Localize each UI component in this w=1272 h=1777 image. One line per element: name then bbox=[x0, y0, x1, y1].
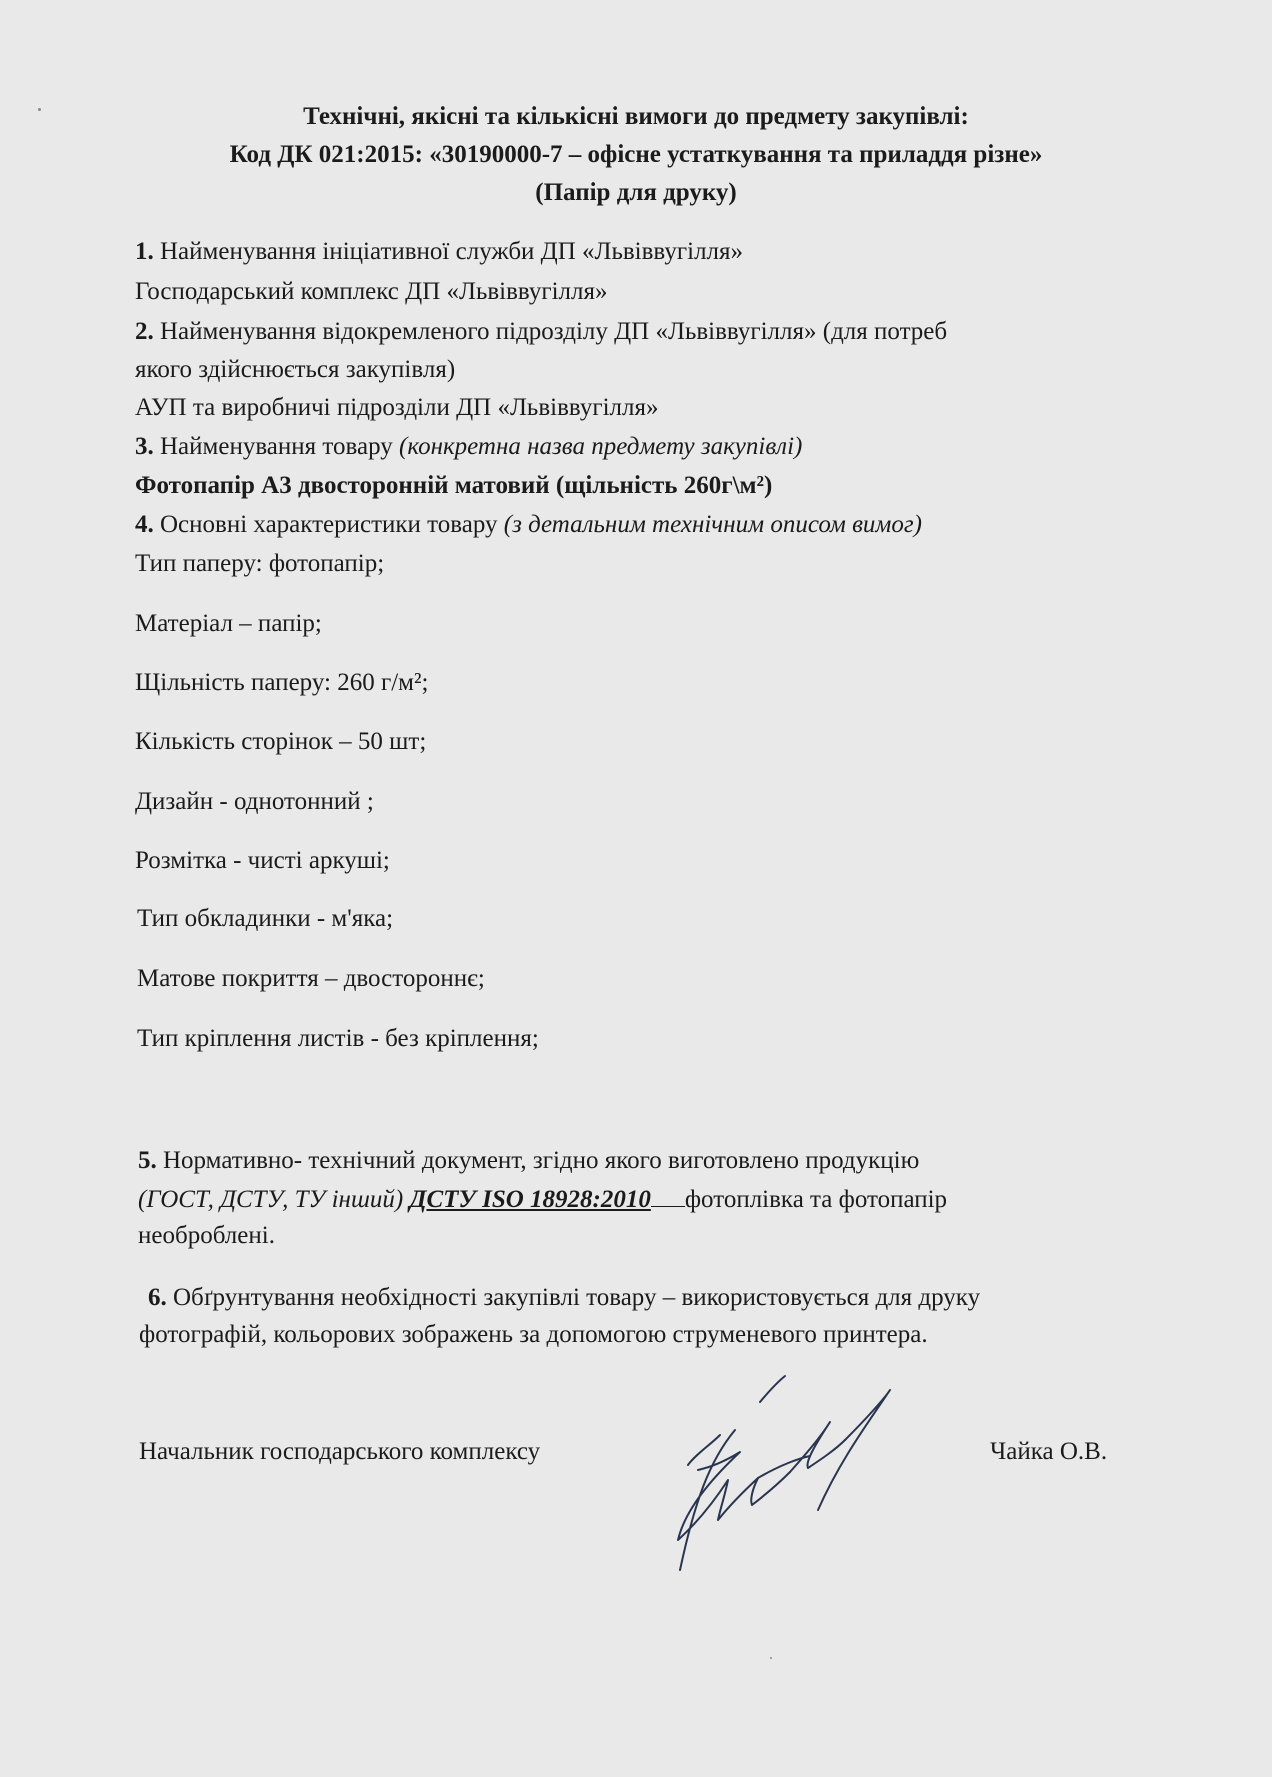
section-3-hint: (конкретна назва предмету закупівлі) bbox=[399, 433, 803, 460]
spec-item: Тип паперу: фотопапір; bbox=[135, 550, 385, 577]
spec-item: Тип кріплення листів - без кріплення; bbox=[137, 1025, 539, 1052]
section-4-number: 4. bbox=[135, 511, 154, 538]
section-2-number: 2. bbox=[135, 318, 154, 345]
section-6-text-cont: фотографій, кольорових зображень за допомогою струменевого принтера. bbox=[139, 1321, 928, 1348]
section-3-heading bbox=[135, 432, 802, 462]
section-3-label: Найменування товару bbox=[153, 433, 399, 460]
scan-speck bbox=[770, 1657, 772, 1659]
section-5-tail: фотоплівка та фотопапір bbox=[684, 1186, 948, 1213]
spec-item: Матове покриття – двостороннє; bbox=[137, 965, 485, 992]
section-2-value: АУП та виробничі підрозділи ДП «Львіввугілля» bbox=[135, 394, 659, 421]
section-4-hint: (з детальним технічним описом вимог) bbox=[503, 511, 922, 538]
section-5-hint: (ГОСТ, ДСТУ, ТУ інший) bbox=[138, 1186, 410, 1213]
signer-name: Чайка О.В. bbox=[990, 1438, 1108, 1465]
product-name: Фотопапір А3 двосторонній матовий (щільність 260г\м²) bbox=[135, 472, 773, 499]
section-3-number: 3. bbox=[135, 433, 154, 460]
section-6-number: 6. bbox=[148, 1284, 167, 1311]
spec-item: Розмітка - чисті аркуші; bbox=[135, 847, 390, 874]
section-1-value: Господарський комплекс ДП «Львіввугілля» bbox=[135, 278, 608, 305]
section-2-label: Найменування відокремленого підрозділу ДП «Львіввугілля» (для потреб bbox=[153, 318, 948, 345]
section-5-heading bbox=[138, 1146, 919, 1176]
underline-blank bbox=[651, 1184, 685, 1207]
handwritten-signature bbox=[640, 1360, 1000, 1580]
section-5-line-3: необроблені. bbox=[138, 1222, 275, 1249]
section-5-standard-line bbox=[138, 1184, 947, 1215]
section-2-heading bbox=[135, 317, 947, 347]
signer-position: Начальник господарського комплексу bbox=[139, 1438, 541, 1465]
section-4-label: Основні характеристики товару bbox=[153, 511, 504, 538]
section-1-heading bbox=[135, 237, 743, 267]
section-6-heading bbox=[148, 1283, 980, 1313]
spec-item: Тип обкладинки - м'яка; bbox=[137, 905, 394, 932]
spec-item: Щільність паперу: 260 г/м²; bbox=[135, 669, 429, 696]
section-3-value bbox=[135, 471, 772, 501]
section-6-text: Обґрунтування необхідності закупівлі товару – використовується для друку bbox=[166, 1284, 981, 1311]
title-line-1: Технічні, якісні та кількісні вимоги до предмету закупівлі: bbox=[303, 103, 969, 130]
title-line-2: Код ДК 021:2015: «30190000-7 – офісне устаткування та приладдя різне» bbox=[229, 141, 1043, 168]
section-1-number: 1. bbox=[135, 238, 154, 265]
section-1-label: Найменування ініціативної служби ДП «Львіввугілля» bbox=[153, 238, 744, 265]
document-title bbox=[0, 98, 1272, 212]
section-4-heading bbox=[135, 510, 922, 540]
title-line-3: (Папір для друку) bbox=[535, 179, 737, 206]
spec-item: Кількість сторінок – 50 шт; bbox=[135, 728, 427, 755]
section-5-number: 5. bbox=[138, 1147, 157, 1174]
section-2-label-cont: якого здійснюється закупівля) bbox=[135, 356, 456, 383]
section-5-label: Нормативно- технічний документ, згідно якого виготовлено продукцію bbox=[156, 1147, 920, 1174]
spec-item: Матеріал – папір; bbox=[135, 610, 322, 637]
standard-code: ДСТУ ISO 18928:2010 bbox=[409, 1186, 651, 1213]
spec-item: Дизайн - однотонний ; bbox=[135, 788, 374, 815]
